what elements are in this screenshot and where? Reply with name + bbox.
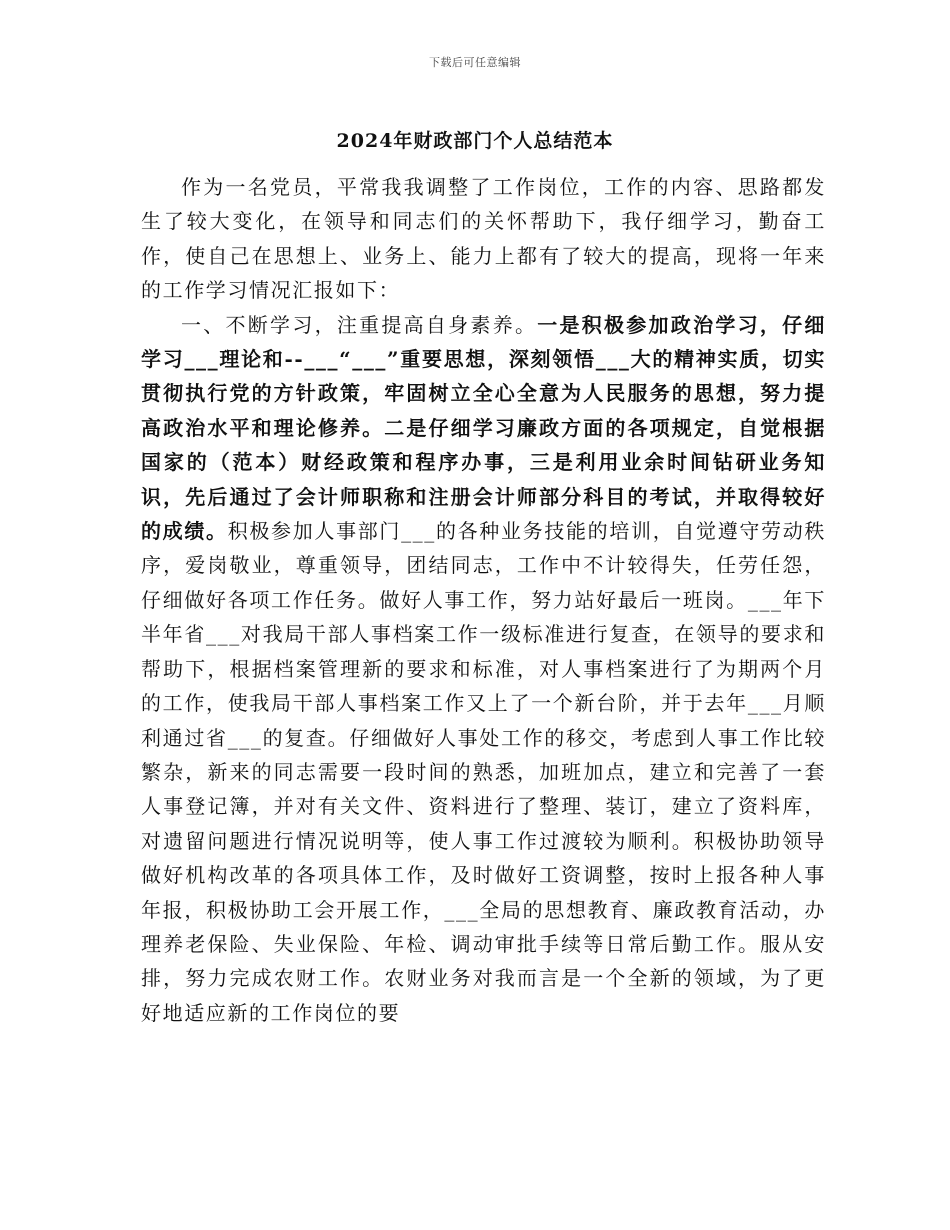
- document-title: 2024年财政部门个人总结范本: [336, 130, 614, 152]
- section-one-lead: 一、不断学习，注重提高自身素养。: [181, 312, 538, 337]
- paragraph-intro: [141, 170, 826, 308]
- document-body: [141, 170, 826, 1030]
- header-note: 下载后可任意编辑: [429, 56, 521, 69]
- section-one-bold-text: 一是积极参加政治学习，仔细学习___理论和--___“___”重要思想，深刻领悟___大的精神实质，切实贯彻执行党的方针政策，牢固树立全心全意为人民服务的思想，努力提高政治水平和理论修养。二是仔细学习廉政方面的各项规定，自觉根据国家的（范本）财经政策和程序办事，三是利用业余时间钻研业务知识，先后通过了会计师职称和注册会计师部分科目的考试，并取得较好的成绩。: [141, 312, 826, 544]
- paragraph-section-one: [141, 308, 826, 1031]
- paragraph-intro-text: 作为一名党员，平常我我调整了工作岗位，工作的内容、思路都发生了较大变化，在领导和同志们的关怀帮助下，我仔细学习，勤奋工作，使自己在思想上、业务上、能力上都有了较大的提高，现将一年来的工作学习情况汇报如下：: [141, 175, 826, 303]
- section-one-rest-text: 积极参加人事部门___的各种业务技能的培训，自觉遵守劳动秩序，爱岗敬业，尊重领导，团结同志，工作中不计较得失，任劳任怨，仔细做好各项工作任务。做好人事工作，努力站好最后一班岗。___年下半年省___对我局干部人事档案工作一级标准进行复查，在领导的要求和帮助下，根据档案管理新的要求和标准，对人事档案进行了为期两个月的工作，使我局干部人事档案工作又上了一个新台阶，并于去年___月顺利通过省___的复查。仔细做好人事处工作的移交，考虑到人事工作比较繁杂，新来的同志需要一段时间的熟悉，加班加点，建立和完善了一套人事登记簿，并对有关文件、资料进行了整理、装订，建立了资料库，对遗留问题进行情况说明等，使人事工作过渡较为顺利。积极协助领导做好机构改革的各项具体工作，及时做好工资调整，按时上报各种人事年报，积极协助工会开展工作，___全局的思想教育、廉政教育活动，办理养老保险、失业保险、年检、调动审批手续等日常后勤工作。服从安排，努力完成农财工作。农财业务对我而言是一个全新的领域，为了更好地适应新的工作岗位的要: [141, 519, 826, 1025]
